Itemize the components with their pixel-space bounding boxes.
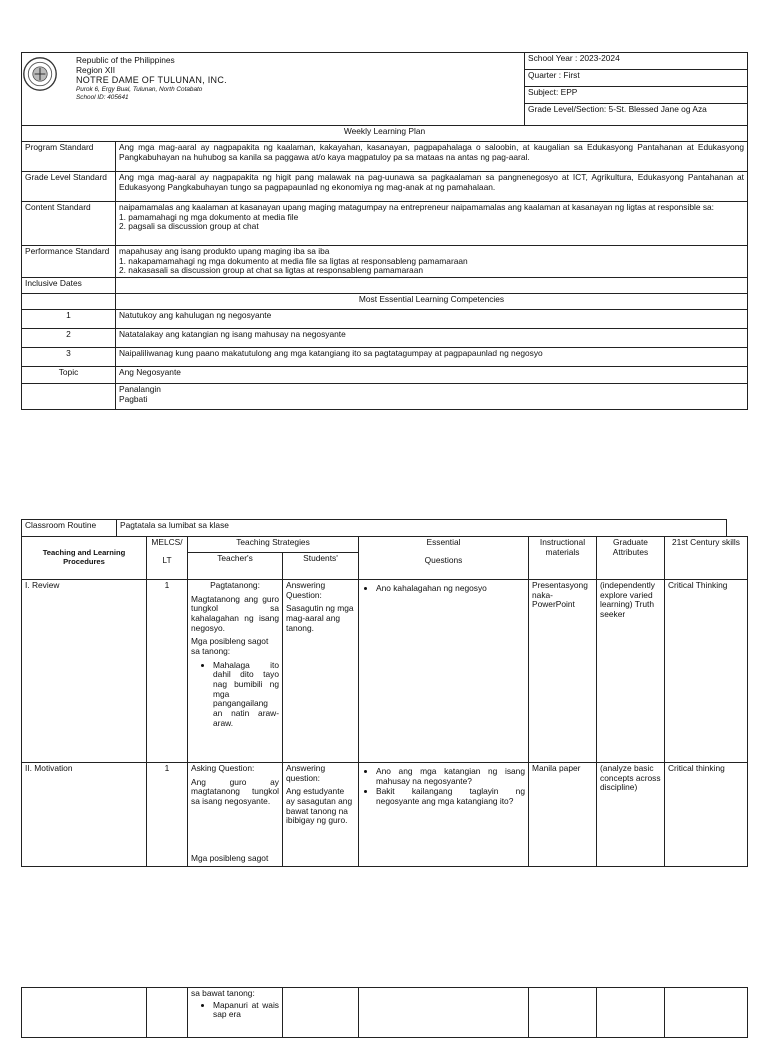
student-activity-title: Answering Question: (286, 580, 326, 600)
essential-header (359, 537, 529, 580)
procedures-table (21, 536, 748, 867)
school-header-cell (22, 53, 525, 126)
topic-label: Topic (22, 366, 116, 383)
continuation-materials (529, 988, 597, 1038)
continuation-label (22, 988, 147, 1038)
melcs-header-bottom: LT (162, 554, 172, 565)
performance-standard-text (116, 246, 748, 278)
inclusive-dates-label: Inclusive Dates (22, 277, 116, 293)
teacher-activity-title: Pagtatanong: (210, 580, 260, 590)
essential-questions-list (362, 767, 525, 807)
students-header: Students' (283, 553, 359, 580)
quarter-cell: Quarter : First (525, 70, 748, 87)
school-address: Purok 6, Ergy Bual, Tulunan, North Cotabato (76, 85, 203, 93)
melcs-header-top: MELCS/ (151, 537, 183, 547)
standard-line: 1. pamamahagi ng mga dokumento at media file (119, 211, 299, 222)
standard-line: 2. nakasasali sa discussion group at chat sa ligtas at responsableng pamamaraan (119, 265, 424, 276)
motivation-questions (359, 763, 529, 867)
school-year-cell: School Year : 2023-2024 (525, 53, 748, 70)
review-graduate: (independently explore varied learning) Truth seeker (597, 580, 665, 763)
motivation-student (283, 763, 359, 867)
teacher-activity-text: Ang guro ay magtatanong tungkol sa isang negosyante. (191, 776, 279, 806)
teacher-activity-text: Magtatanong ang guro tungkol sa kahalagahan ng isang negosyo. (191, 593, 279, 633)
opening-line: Panalangin (119, 383, 161, 394)
teacher-activity-text: sa bawat tanong: (191, 988, 255, 998)
graduate-header: Graduate Attributes (597, 537, 665, 580)
motivation-label: II. Motivation (22, 763, 147, 867)
possible-answers-list (191, 661, 279, 729)
motivation-century: Critical thinking (665, 763, 748, 867)
continuation-student (283, 988, 359, 1038)
student-activity-title: Answering question: (286, 763, 326, 783)
topic-text: Ang Negosyante (116, 366, 748, 383)
teacher-activity-title: Asking Question: (191, 763, 255, 773)
review-materials: Presentasyong naka-PowerPoint (529, 580, 597, 763)
teacher-activity-text: Mga posibleng sagot sa tanong: (191, 636, 269, 656)
continuation-question (359, 988, 529, 1038)
motivation-teacher (188, 763, 283, 867)
review-student (283, 580, 359, 763)
republic-label: Republic of the Philippines (76, 55, 175, 65)
procedures-header: Teaching and Learning Procedures (22, 537, 147, 580)
region-label: Region XII (76, 65, 116, 76)
list-item: • Ano kahalagahan ng negosyo (376, 584, 525, 594)
standard-line: naipamamalas ang kaalaman at kasanayan upang maging matagumpay na entrepreneur naipamamalas ang kaalaman at kasanayan ng ligtas at responsible sa: (119, 202, 715, 212)
continuation-teacher (188, 988, 283, 1038)
continuation-table (21, 987, 748, 1038)
opening-text (116, 383, 748, 409)
weekly-plan-header-table (21, 52, 748, 410)
standard-line: 2. pagsali sa discussion group at chat (119, 221, 259, 232)
inclusive-dates-value (116, 277, 748, 293)
melc-number: 2 (22, 328, 116, 347)
melc-text: Natutukoy ang kahulugan ng negosyante (116, 309, 748, 328)
opening-blank (22, 383, 116, 409)
standard-label: Program Standard (22, 142, 116, 172)
continuation-graduate (597, 988, 665, 1038)
melcs-header (147, 537, 188, 580)
school-logo-area (22, 53, 74, 101)
subject-cell: Subject: EPP (525, 87, 748, 104)
century-header: 21st Century skills (665, 537, 748, 580)
teacher-activity-text: Mga posibleng sagot (191, 853, 269, 864)
school-name: NOTRE DAME OF TULUNAN, INC. (76, 75, 227, 86)
school-id: School ID: 405641 (76, 93, 129, 101)
grade-section-cell: Grade Level/Section: 5-St. Blessed Jane og Aza (525, 104, 748, 126)
review-label: I. Review (22, 580, 147, 763)
standard-line: mapahusay ang isang produkto upang maging iba sa iba (119, 246, 330, 256)
strategies-header: Teaching Strategies (188, 537, 359, 553)
materials-header: Instructional materials (529, 537, 597, 580)
list-item: • Mahalaga ito dahil dito tayo nag bumibili ng mga pangangailang an natin araw-araw. (213, 661, 279, 729)
melc-number: 1 (22, 309, 116, 328)
melc-text: Natatalakay ang katangian ng isang mahusay na negosyante (116, 328, 748, 347)
possible-answers-list (191, 1001, 279, 1020)
review-melc: 1 (147, 580, 188, 763)
standard-text: Ang mga mag-aaral ay nagpapakita ng kaalaman, kakayahan, kasanayan, pagpapahalaga o saloobin, at kaugalian sa Edukasyong Pantahanan at Edukasyong Pangkabuhayan na huhubog sa kanila sa paggawa at/o kaya magpatuloy pa sa mataas na antas ng pag-aaral. (116, 142, 748, 172)
content-standard-text (116, 202, 748, 246)
student-activity-text: Ang estudyante ay sasagutan ang bawat tanong na ibibigay ng guro. (286, 786, 353, 826)
opening-line: Pagbati (119, 393, 148, 404)
continuation-melc (147, 988, 188, 1038)
standard-text: Ang mga mag-aaral ay nagpapakita ng higit pang malawak na pag-uunawa sa pagkaalaman sa pangnenegosyo at ICT, Agrikultura, Edukasyong Pantahanan at Edukasyong Pangkabuhayan tungo sa pagpapaunlad ng ekonomiya ng mag-anak at ng pamahalaan. (116, 172, 748, 202)
continuation-century (665, 988, 748, 1038)
essential-header-top: Essential (426, 537, 461, 547)
essential-header-bottom: Questions (424, 554, 463, 565)
review-century: Critical Thinking (665, 580, 748, 763)
standard-label: Performance Standard (22, 246, 116, 278)
standard-label: Grade Level Standard (22, 172, 116, 202)
essential-questions-list (362, 584, 525, 594)
motivation-materials: Manila paper (529, 763, 597, 867)
melc-text: Naipaliliwanag kung paano makatutulong ang mga katangiang ito sa pagtatagumpay at pagpapaunlad ng negosyo (116, 347, 748, 366)
classroom-routine-table (21, 519, 727, 537)
list-item: • Bakit kailangang taglayin ng negosyante ang mga katangiang ito? (376, 787, 525, 806)
routine-text: Pagtatala sa lumibat sa klase (117, 520, 727, 537)
list-item: • Ano ang mga katangian ng isang mahusay na negosyante? (376, 767, 525, 786)
motivation-graduate: (analyze basic concepts across discipline) (597, 763, 665, 867)
melc-blank (22, 293, 116, 309)
melc-number: 3 (22, 347, 116, 366)
review-teacher (188, 580, 283, 763)
plan-title: Weekly Learning Plan (22, 126, 748, 142)
student-activity-text: Sasagutin ng mga mag-aaral ang tanong. (286, 603, 354, 633)
motivation-melc: 1 (147, 763, 188, 867)
teachers-header: Teacher's (188, 553, 283, 580)
review-question (359, 580, 529, 763)
routine-label: Classroom Routine (22, 520, 117, 537)
school-seal-icon (22, 56, 58, 92)
standard-line: 1. nakapamamahagi ng mga dokumento at media file sa ligtas at responsableng pamamaraan (119, 255, 468, 266)
standard-label: Content Standard (22, 202, 116, 246)
melc-title: Most Essential Learning Competencies (116, 293, 748, 309)
list-item: • Mapanuri at wais sap era (213, 1001, 279, 1020)
